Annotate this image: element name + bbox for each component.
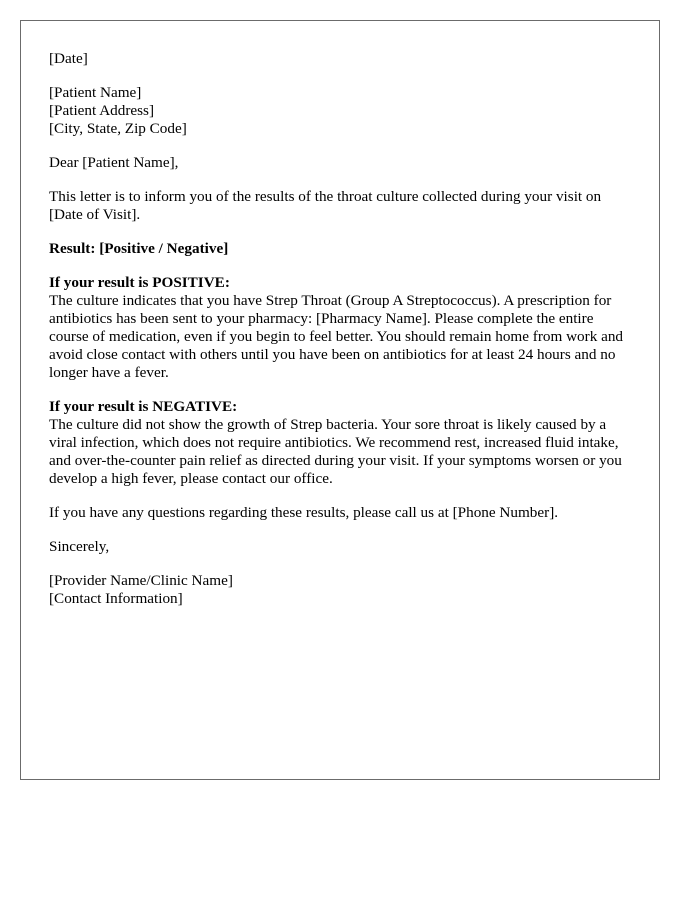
signature-block [49,572,635,608]
letter-page [20,20,660,780]
contact-information: [Contact Information] [49,590,183,607]
positive-section [49,274,635,382]
intro-paragraph: This letter is to inform you of the results of the throat culture collected during your visit on [Date of Visit]. [49,188,602,223]
result-line: Result: [Positive / Negative] [49,240,229,257]
recipient-city-state-zip: [City, State, Zip Code] [49,120,187,137]
negative-section [49,398,635,488]
recipient-name: [Patient Name] [49,84,142,101]
positive-body: The culture indicates that you have Strep Throat (Group A Streptococcus). A prescription for antibiotics has been sent to your pharmacy: [Pharmacy Name]. Please complete the entire course of medication, even if you begin to feel better. You should remain home from work and avoid close contact with others until you have been on antibiotics for at least 24 hours and no longer have a fever. [49,292,624,381]
negative-heading: If your result is NEGATIVE: [49,398,238,415]
provider-name: [Provider Name/Clinic Name] [49,572,233,589]
negative-body: The culture did not show the growth of Strep bacteria. Your sore throat is likely caused by a viral infection, which does not require antibiotics. We recommend rest, increased fluid intake, and over-the-counter pain relief as directed during your visit. If your symptoms worsen or you develop a high fever, please contact our office. [49,416,622,487]
recipient-address: [Patient Address] [49,102,155,119]
questions-paragraph: If you have any questions regarding these results, please call us at [Phone Number]. [49,504,559,521]
closing: Sincerely, [49,538,110,555]
letter-date: [Date] [49,50,88,67]
letter-content [49,50,635,624]
salutation: Dear [Patient Name], [49,154,179,171]
recipient-block [49,84,635,138]
positive-heading: If your result is POSITIVE: [49,274,230,291]
